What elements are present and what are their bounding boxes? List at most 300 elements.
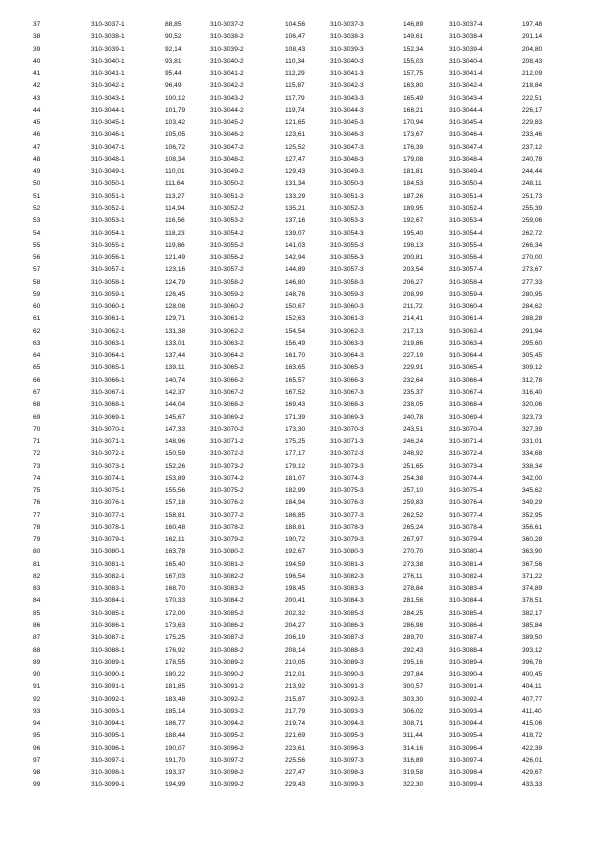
article-code-2: 310-3079-2 [210, 536, 244, 544]
price-2: 181,07 [285, 474, 306, 482]
price-3: 229,91 [403, 364, 424, 372]
price-1: 114,94 [165, 204, 185, 212]
row-number: 80 [33, 548, 41, 556]
article-code-3: 310-3039-3 [330, 45, 364, 53]
price-2: 163,65 [285, 364, 306, 372]
article-code-4: 310-3051-4 [449, 192, 483, 200]
article-code-1: 310-3043-1 [91, 94, 125, 102]
price-1: 139,11 [165, 364, 185, 372]
row-number: 99 [33, 781, 41, 789]
price-1: 123,16 [165, 266, 186, 274]
table-row [0, 44, 595, 56]
article-code-3: 310-3065-3 [330, 364, 364, 372]
row-number: 81 [33, 560, 41, 568]
article-code-2: 310-3063-2 [210, 339, 244, 347]
article-code-1: 310-3042-1 [91, 82, 125, 90]
article-code-2: 310-3093-2 [210, 707, 244, 715]
price-1: 175,25 [165, 634, 186, 642]
price-4: 222,51 [522, 94, 543, 102]
price-2: 144,89 [285, 266, 306, 274]
price-3: 219,86 [403, 339, 424, 347]
article-code-3: 310-3096-3 [330, 744, 364, 752]
article-code-2: 310-3057-2 [210, 266, 244, 274]
article-code-1: 310-3068-1 [91, 401, 125, 409]
article-code-3: 310-3051-3 [330, 192, 364, 200]
price-4: 342,00 [522, 474, 543, 482]
article-code-3: 310-3084-3 [330, 597, 364, 605]
price-4: 229,83 [522, 119, 543, 127]
article-code-3: 310-3042-3 [330, 82, 364, 90]
article-code-3: 310-3091-3 [330, 683, 364, 691]
row-number: 76 [33, 499, 41, 507]
article-code-1: 310-3098-1 [91, 769, 125, 777]
article-code-3: 310-3038-3 [330, 33, 364, 41]
price-3: 235,37 [403, 388, 424, 396]
article-code-1: 310-3085-1 [91, 609, 125, 617]
table-row [0, 19, 595, 31]
price-3: 311,44 [403, 732, 423, 740]
article-code-1: 310-3084-1 [91, 597, 125, 605]
price-4: 197,48 [522, 21, 543, 28]
price-1: 162,11 [165, 536, 185, 544]
price-4: 201,14 [522, 33, 543, 41]
table-row [0, 522, 595, 534]
price-4: 291,94 [522, 327, 543, 335]
table-row [0, 559, 595, 571]
article-code-4: 310-3092-4 [449, 695, 483, 703]
price-2: 194,59 [285, 560, 306, 568]
article-code-2: 310-3083-2 [210, 585, 244, 593]
article-code-4: 310-3060-4 [449, 303, 483, 311]
price-4: 429,67 [522, 769, 543, 777]
price-3: 306,02 [403, 707, 424, 715]
price-1: 96,49 [165, 82, 182, 90]
table-row [0, 154, 595, 166]
row-number: 41 [33, 70, 41, 78]
price-1: 158,81 [165, 511, 186, 519]
row-number: 90 [33, 671, 41, 679]
price-4: 323,73 [522, 413, 543, 421]
price-1: 176,92 [165, 646, 186, 654]
table-row [0, 497, 595, 509]
article-code-4: 310-3068-4 [449, 401, 483, 409]
article-code-2: 310-3090-2 [210, 671, 244, 679]
table-row [0, 93, 595, 105]
article-code-1: 310-3066-1 [91, 376, 125, 384]
price-4: 352,95 [522, 511, 543, 519]
article-code-3: 310-3064-3 [330, 352, 364, 360]
price-4: 204,80 [522, 45, 543, 53]
price-1: 95,44 [165, 70, 182, 78]
article-code-3: 310-3093-3 [330, 707, 364, 715]
price-1: 137,44 [165, 352, 186, 360]
price-1: 111,64 [165, 180, 185, 188]
row-number: 50 [33, 180, 41, 188]
article-code-2: 310-3081-2 [210, 560, 244, 568]
article-code-3: 310-3047-3 [330, 143, 364, 151]
article-code-4: 310-3088-4 [449, 646, 483, 654]
price-2: 227,47 [285, 769, 306, 777]
price-1: 131,38 [165, 327, 186, 335]
article-code-3: 310-3092-3 [330, 695, 364, 703]
article-code-4: 310-3075-4 [449, 487, 483, 495]
article-code-1: 310-3038-1 [91, 33, 125, 41]
table-row [0, 595, 595, 607]
price-4: 327,39 [522, 425, 543, 433]
price-2: 117,79 [285, 94, 305, 102]
article-code-3: 310-3069-3 [330, 413, 364, 421]
price-4: 320,06 [522, 401, 543, 409]
row-number: 79 [33, 536, 41, 544]
table-row [0, 277, 595, 289]
article-code-2: 310-3048-2 [210, 155, 244, 163]
article-code-4: 310-3061-4 [449, 315, 483, 323]
article-code-3: 310-3089-3 [330, 658, 364, 666]
article-code-2: 310-3084-2 [210, 597, 244, 605]
article-code-3: 310-3085-3 [330, 609, 364, 617]
price-3: 155,03 [403, 57, 424, 65]
price-3: 181,81 [403, 168, 424, 176]
table-row [0, 681, 595, 693]
article-code-3: 310-3054-3 [330, 229, 364, 237]
article-code-1: 310-3087-1 [91, 634, 125, 642]
price-4: 433,33 [522, 781, 543, 789]
article-code-4: 310-3069-4 [449, 413, 483, 421]
article-code-3: 310-3058-3 [330, 278, 364, 286]
price-3: 265,24 [403, 523, 424, 531]
row-number: 44 [33, 106, 41, 114]
price-2: 208,14 [285, 646, 306, 654]
price-4: 338,34 [522, 462, 543, 470]
article-code-1: 310-3096-1 [91, 744, 125, 752]
price-1: 180,22 [165, 671, 186, 679]
price-4: 244,44 [522, 168, 543, 176]
article-code-1: 310-3092-1 [91, 695, 125, 703]
price-3: 314,16 [403, 744, 424, 752]
table-row [0, 105, 595, 117]
article-code-2: 310-3088-2 [210, 646, 244, 654]
price-1: 101,79 [165, 106, 186, 114]
row-number: 61 [33, 315, 41, 323]
article-code-4: 310-3081-4 [449, 560, 483, 568]
article-code-2: 310-3046-2 [210, 131, 244, 139]
price-3: 232,64 [403, 376, 424, 384]
price-4: 385,84 [522, 622, 543, 630]
price-2: 121,65 [285, 119, 306, 127]
price-2: 200,41 [285, 597, 306, 605]
article-code-1: 310-3048-1 [91, 155, 125, 163]
article-code-2: 310-3040-2 [210, 57, 244, 65]
article-code-1: 310-3065-1 [91, 364, 125, 372]
price-3: 246,24 [403, 438, 424, 446]
article-code-4: 310-3058-4 [449, 278, 483, 286]
price-4: 422,39 [522, 744, 543, 752]
article-code-1: 310-3061-1 [91, 315, 125, 323]
article-code-4: 310-3074-4 [449, 474, 483, 482]
row-number: 42 [33, 82, 41, 90]
price-3: 303,30 [403, 695, 424, 703]
price-1: 183,48 [165, 695, 186, 703]
price-3: 262,52 [403, 511, 424, 519]
price-2: 146,80 [285, 278, 306, 286]
price-4: 378,51 [522, 597, 543, 605]
table-row [0, 730, 595, 742]
price-4: 277,33 [522, 278, 543, 286]
article-code-1: 310-3041-1 [91, 70, 125, 78]
price-1: 126,45 [165, 290, 186, 298]
article-code-2: 310-3077-2 [210, 511, 244, 519]
price-2: 229,43 [285, 781, 306, 789]
row-number: 43 [33, 94, 41, 102]
price-4: 284,62 [522, 303, 543, 311]
price-1: 90,52 [165, 33, 182, 41]
price-4: 404,11 [522, 683, 542, 691]
price-4: 273,67 [522, 266, 543, 274]
article-code-3: 310-3055-3 [330, 241, 364, 249]
article-code-4: 310-3066-4 [449, 376, 483, 384]
price-2: 212,01 [285, 671, 306, 679]
price-3: 238,05 [403, 401, 424, 409]
article-code-1: 310-3083-1 [91, 585, 125, 593]
price-4: 418,72 [522, 732, 543, 740]
price-3: 152,34 [403, 45, 424, 53]
table-row [0, 387, 595, 399]
price-3: 206,27 [403, 278, 424, 286]
article-code-3: 310-3076-3 [330, 499, 364, 507]
table-row [0, 399, 595, 411]
price-4: 280,95 [522, 290, 543, 298]
article-code-2: 310-3051-2 [210, 192, 244, 200]
table-row [0, 743, 595, 755]
article-code-4: 310-3079-4 [449, 536, 483, 544]
table-row [0, 473, 595, 485]
table-row [0, 669, 595, 681]
table-row [0, 252, 595, 264]
article-code-3: 310-3041-3 [330, 70, 364, 78]
price-1: 190,07 [165, 744, 186, 752]
table-row [0, 608, 595, 620]
article-code-1: 310-3071-1 [91, 438, 125, 446]
price-3: 195,40 [403, 229, 424, 237]
table-row [0, 583, 595, 595]
price-4: 374,89 [522, 585, 543, 593]
article-code-4: 310-3052-4 [449, 204, 483, 212]
article-code-4: 310-3085-4 [449, 609, 483, 617]
article-code-1: 310-3040-1 [91, 57, 125, 65]
price-4: 251,73 [522, 192, 543, 200]
price-2: 133,29 [285, 192, 306, 200]
article-code-4: 310-3080-4 [449, 548, 483, 556]
article-code-4: 310-3048-4 [449, 155, 483, 163]
table-row [0, 485, 595, 497]
price-3: 297,84 [403, 671, 424, 679]
price-2: 127,47 [285, 155, 306, 163]
article-code-2: 310-3082-2 [210, 572, 244, 580]
article-code-2: 310-3076-2 [210, 499, 244, 507]
table-row [0, 412, 595, 424]
price-3: 227,19 [403, 352, 424, 360]
article-code-3: 310-3045-3 [330, 119, 364, 127]
article-code-4: 310-3050-4 [449, 180, 483, 188]
article-code-4: 310-3053-4 [449, 217, 483, 225]
price-3: 257,10 [403, 487, 424, 495]
price-2: 223,61 [285, 744, 306, 752]
article-code-4: 310-3038-4 [449, 33, 483, 41]
price-4: 382,17 [522, 609, 543, 617]
article-code-2: 310-3039-2 [210, 45, 244, 53]
price-2: 190,72 [285, 536, 306, 544]
price-4: 212,09 [522, 70, 543, 78]
article-code-3: 310-3095-3 [330, 732, 364, 740]
price-2: 135,21 [285, 204, 306, 212]
row-number: 97 [33, 756, 41, 764]
article-code-4: 310-3086-4 [449, 622, 483, 630]
price-3: 146,89 [403, 21, 424, 28]
price-1: 140,74 [165, 376, 186, 384]
article-code-2: 310-3095-2 [210, 732, 244, 740]
table-row [0, 301, 595, 313]
article-code-3: 310-3068-3 [330, 401, 364, 409]
table-row [0, 718, 595, 730]
table-row [0, 767, 595, 779]
price-2: 186,85 [285, 511, 306, 519]
price-1: 178,55 [165, 658, 186, 666]
article-code-3: 310-3081-3 [330, 560, 364, 568]
article-code-1: 310-3082-1 [91, 572, 125, 580]
row-number: 49 [33, 168, 41, 176]
article-code-2: 310-3092-2 [210, 695, 244, 703]
table-row [0, 694, 595, 706]
row-number: 70 [33, 425, 41, 433]
price-1: 170,33 [165, 597, 186, 605]
article-code-3: 310-3059-3 [330, 290, 364, 298]
table-row [0, 326, 595, 338]
price-4: 371,22 [522, 572, 543, 580]
row-number: 87 [33, 634, 41, 642]
price-4: 237,12 [522, 143, 543, 151]
price-3: 273,38 [403, 560, 424, 568]
price-2: 106,47 [285, 33, 306, 41]
price-3: 157,75 [403, 70, 424, 78]
row-number: 67 [33, 388, 41, 396]
article-code-4: 310-3044-4 [449, 106, 483, 114]
price-3: 284,25 [403, 609, 424, 617]
table-row [0, 571, 595, 583]
price-4: 389,50 [522, 634, 543, 642]
table-row [0, 264, 595, 276]
price-1: 116,56 [165, 217, 185, 225]
row-number: 64 [33, 352, 41, 360]
price-3: 322,30 [403, 781, 424, 789]
price-3: 240,78 [403, 413, 424, 421]
article-code-3: 310-3070-3 [330, 425, 364, 433]
price-3: 270,70 [403, 548, 424, 556]
article-code-2: 310-3052-2 [210, 204, 244, 212]
article-code-1: 310-3039-1 [91, 45, 125, 53]
price-4: 259,06 [522, 217, 543, 225]
price-4: 396,78 [522, 658, 543, 666]
price-1: 119,86 [165, 241, 185, 249]
price-1: 145,67 [165, 413, 186, 421]
table-row [0, 620, 595, 632]
article-code-1: 310-3062-1 [91, 327, 125, 335]
article-code-4: 310-3059-4 [449, 290, 483, 298]
price-4: 288,28 [522, 315, 543, 323]
article-code-1: 310-3091-1 [91, 683, 125, 691]
price-3: 278,84 [403, 585, 424, 593]
row-number: 38 [33, 33, 41, 41]
price-4: 295,60 [522, 339, 543, 347]
row-number: 62 [33, 327, 41, 335]
article-code-1: 310-3090-1 [91, 671, 125, 679]
table-row [0, 632, 595, 644]
article-code-1: 310-3067-1 [91, 388, 125, 396]
article-code-2: 310-3049-2 [210, 168, 244, 176]
price-3: 170,94 [403, 119, 424, 127]
price-4: 262,72 [522, 229, 543, 237]
article-code-3: 310-3063-3 [330, 339, 364, 347]
price-4: 345,62 [522, 487, 543, 495]
article-code-2: 310-3074-2 [210, 474, 244, 482]
article-code-4: 310-3047-4 [449, 143, 483, 151]
price-1: 106,72 [165, 143, 186, 151]
price-1: 165,40 [165, 560, 186, 568]
row-number: 45 [33, 119, 41, 127]
row-number: 37 [33, 21, 41, 28]
table-row [0, 510, 595, 522]
price-3: 189,95 [403, 204, 424, 212]
article-code-1: 310-3078-1 [91, 523, 125, 531]
price-2: 184,94 [285, 499, 306, 507]
row-number: 56 [33, 254, 41, 262]
price-3: 165,49 [403, 94, 424, 102]
table-row [0, 338, 595, 350]
price-3: 176,39 [403, 143, 424, 151]
article-code-3: 310-3078-3 [330, 523, 364, 531]
price-1: 110,01 [165, 168, 185, 176]
price-2: 152,63 [285, 315, 306, 323]
price-4: 248,11 [522, 180, 542, 188]
price-2: 182,99 [285, 487, 306, 495]
article-code-3: 310-3053-3 [330, 217, 364, 225]
article-code-4: 310-3042-4 [449, 82, 483, 90]
article-code-2: 310-3067-2 [210, 388, 244, 396]
article-code-4: 310-3072-4 [449, 450, 483, 458]
article-code-4: 310-3064-4 [449, 352, 483, 360]
article-code-3: 310-3046-3 [330, 131, 364, 139]
article-code-4: 310-3083-4 [449, 585, 483, 593]
price-3: 251,65 [403, 462, 424, 470]
price-3: 168,21 [403, 106, 424, 114]
price-4: 415,06 [522, 720, 543, 728]
price-3: 149,61 [403, 33, 424, 41]
table-row [0, 142, 595, 154]
price-2: 198,45 [285, 585, 306, 593]
price-1: 193,37 [165, 769, 186, 777]
price-2: 173,30 [285, 425, 306, 433]
price-3: 276,11 [403, 572, 423, 580]
row-number: 98 [33, 769, 41, 777]
article-code-3: 310-3057-3 [330, 266, 364, 274]
price-2: 202,32 [285, 609, 306, 617]
price-4: 316,40 [522, 388, 543, 396]
article-code-1: 310-3099-1 [91, 781, 125, 789]
price-3: 187,26 [403, 192, 424, 200]
article-code-4: 310-3090-4 [449, 671, 483, 679]
article-code-2: 310-3097-2 [210, 756, 244, 764]
row-number: 57 [33, 266, 41, 274]
article-code-1: 310-3064-1 [91, 352, 125, 360]
